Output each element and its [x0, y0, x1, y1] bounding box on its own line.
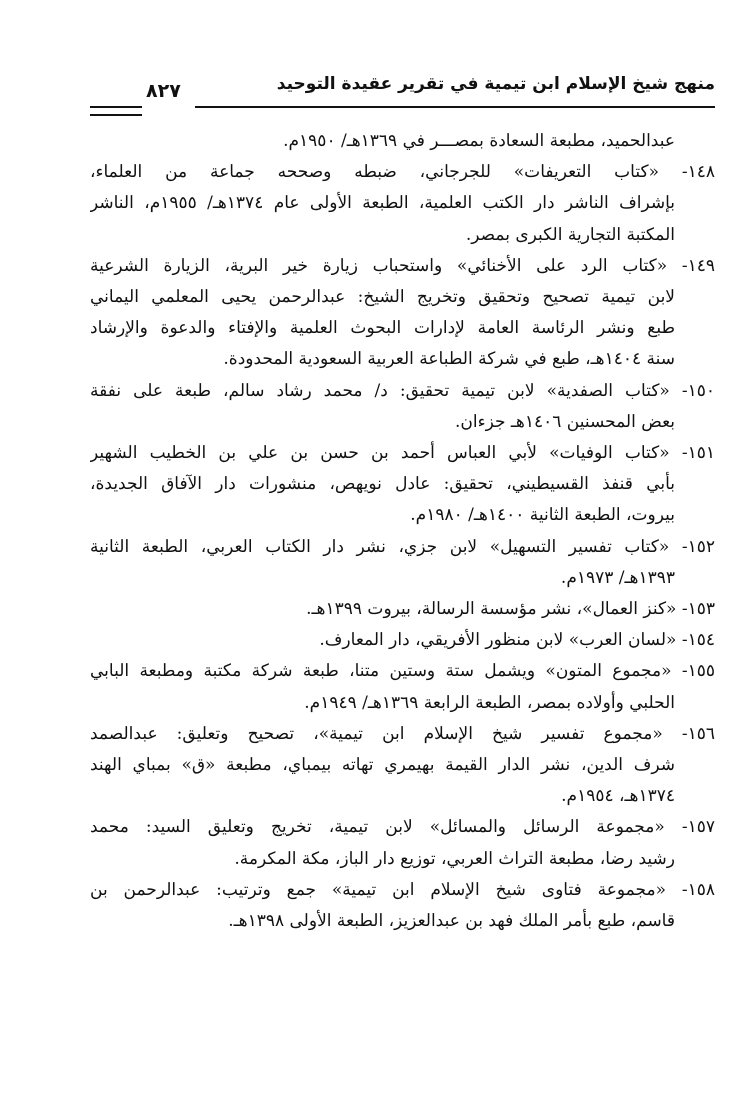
entry-line: بيروت، الطبعة الثانية ١٤٠٠هـ/ ١٩٨٠م. — [410, 505, 675, 526]
entry-line: ١٥٢- «كتاب تفسير التسهيل» لابن جزي، نشر دار الكتاب العربي، الطبعة الثانية — [90, 536, 715, 557]
book-page — [90, 70, 715, 1070]
entry-line: قاسم، طبع بأمر الملك فهد بن عبدالعزيز، الطبعة الأولى ١٣٩٨هـ. — [228, 911, 675, 932]
entry-line: ١٥٧- «مجموعة الرسائل والمسائل» لابن تيمية، تخريج وتعليق السيد: محمد — [90, 817, 715, 838]
bibliography-entry — [90, 251, 715, 376]
entry-line: رشيد رضا، مطبعة التراث العربي، توزيع دار الباز، مكة المكرمة. — [234, 848, 675, 869]
entry-line: الحلبي وأولاده بمصر، الطبعة الرابعة ١٣٦٩هـ/ ١٩٤٩م. — [304, 692, 675, 713]
entry-line: ١٥٤- «لسان العرب» لابن منظور الأفريقي، دار المعارف. — [319, 630, 715, 651]
header-rule — [195, 106, 715, 108]
bibliography-list — [90, 126, 715, 937]
entry-line: ١٤٩- «كتاب الرد على الأخنائي» واستحباب زيارة خير البرية، الزيارة الشرعية — [90, 255, 715, 276]
bibliography-entry — [90, 656, 715, 718]
entry-line: عبدالحميد، مطبعة السعادة بمصـــر في ١٣٦٩هـ/ ١٩٥٠م. — [283, 131, 675, 151]
running-title: منهج شيخ الإسلام ابن تيمية في تقرير عقيدة التوحيد — [276, 74, 715, 94]
entry-line: المكتبة التجارية الكبرى بمصر. — [465, 224, 675, 245]
bibliography-entry — [90, 875, 715, 937]
entry-line: سنة ١٤٠٤هـ، طبع في شركة الطباعة العربية السعودية المحدودة. — [223, 349, 675, 370]
header-double-rule — [90, 106, 142, 116]
entry-line: ١٥٨- «مجموعة فتاوى شيخ الإسلام ابن تيمية» جمع وترتيب: عبدالرحمن بن — [90, 879, 715, 900]
entry-line: ١٥١- «كتاب الوفيات» لأبي العباس أحمد بن حسن بن علي بن الخطيب الشهير — [90, 443, 715, 464]
entry-line: ١٥٥- «مجموع المتون» ويشمل ستة وستين متنا، طبعة شركة مكتبة ومطبعة البابي — [90, 661, 715, 682]
bibliography-entry — [90, 625, 715, 656]
entry-line: ١٣٩٣هـ/ ١٩٧٣م. — [560, 567, 675, 588]
bibliography-entry — [90, 594, 715, 625]
bibliography-entry — [90, 376, 715, 438]
page-number: ٨٢٧ — [146, 80, 181, 102]
entry-line: ١٥٦- «مجموع تفسير شيخ الإسلام ابن تيمية»، تصحيح وتعليق: عبدالصمد — [90, 723, 715, 744]
bibliography-entry — [90, 126, 715, 157]
bibliography-entry — [90, 719, 715, 813]
entry-line: ١٣٧٤هـ، ١٩٥٤م. — [561, 786, 675, 807]
entry-line: شرف الدين، نشر الدار القيمة بهيمري تهاته بيمباي، مطبعة «ق» بمباي الهند — [90, 755, 675, 776]
entry-line: لابن تيمية تصحيح وتحقيق وتخريج الشيخ: عبدالرحمن يحيى المعلمي اليماني — [90, 287, 675, 308]
bibliography-entry — [90, 438, 715, 532]
entry-line: بأبي قنفذ القسيطيني، تحقيق: عادل نويهص، منشورات دار الآفاق الجديدة، — [90, 474, 675, 495]
entry-line: ١٥٣- «كنز العمال»، نشر مؤسسة الرسالة، بيروت ١٣٩٩هـ. — [306, 599, 715, 620]
entry-line: ١٤٨- «كتاب التعريفات» للجرجاني، ضبطه وصححه جماعة من العلماء، — [90, 162, 715, 183]
bibliography-entry — [90, 157, 715, 251]
entry-line: بإشراف الناشر دار الكتب العلمية، الطبعة الأولى عام ١٣٧٤هـ/ ١٩٥٥م، الناشر — [90, 193, 675, 214]
entry-line: بعض المحسنين ١٤٠٦هـ جزءان. — [454, 411, 675, 432]
running-header — [90, 70, 715, 104]
bibliography-entry — [90, 812, 715, 874]
bibliography-entry — [90, 532, 715, 594]
entry-line: ١٥٠- «كتاب الصفدية» لابن تيمية تحقيق: د/ محمد رشاد سالم، طبعة على نفقة — [90, 380, 715, 401]
entry-line: طبع ونشر الرئاسة العامة لإدارات البحوث العلمية والإفتاء والدعوة والإرشاد — [90, 318, 675, 339]
